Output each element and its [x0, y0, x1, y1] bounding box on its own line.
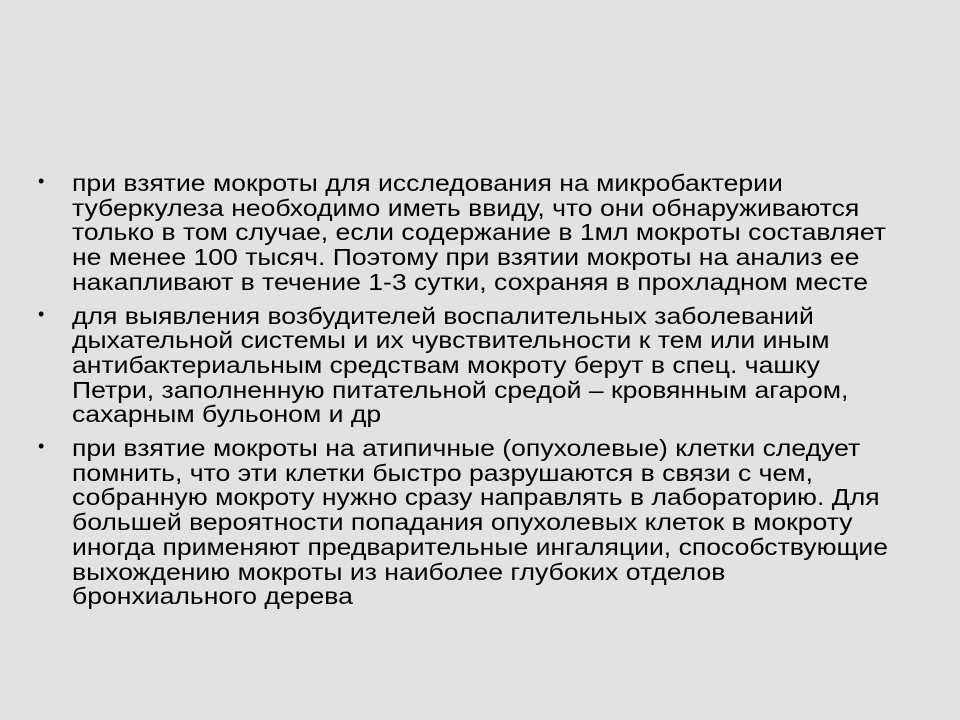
text-line: помнить, что эти клетки быстро разрушаются в связи с чем, [72, 459, 813, 486]
bullet-icon: • [38, 436, 45, 457]
bullet-text [72, 171, 960, 295]
text-line: большей вероятности попадания опухолевых клеток в мокроту [72, 509, 853, 536]
text-line: только в том случае, если содержание в 1мл мокроты составляет [72, 219, 886, 246]
text-line: бронхиального дерева [72, 583, 353, 610]
text-line: для выявления возбудителей воспалительных заболеваний [72, 302, 814, 329]
bullet-item [38, 304, 918, 428]
slide-body [38, 171, 918, 618]
bullet-text [72, 436, 960, 609]
text-line: выхождению мокроты из наиболее глубоких отделов [72, 558, 726, 585]
text-line: антибактериальным средствам мокроту берут в спец. чашку [72, 351, 820, 378]
bullet-icon: • [38, 303, 45, 324]
text-line: при взятие мокроты для исследования на микробактерии [72, 170, 783, 196]
text-line: при взятие мокроты на атипичные (опухолевые) клетки следует [72, 435, 861, 462]
text-line: туберкулеза необходимо иметь ввиду, что они обнаруживаются [72, 194, 860, 221]
bullet-item [38, 436, 918, 609]
bullet-icon: • [38, 171, 45, 191]
text-line: не менее 100 тысяч. Поэтому при взятии мокроты на анализ ее [72, 244, 860, 271]
text-line: собранную мокроту нужно сразу направлять в лабораторию. Для [72, 484, 880, 511]
text-line: иногда применяют предварительные ингаляции, способствующие [72, 533, 888, 560]
text-line: Петри, заполненную питательной средой – кровянным агаром, [72, 376, 849, 403]
text-line: накапливают в течение 1-3 сутки, сохраняя в прохладном месте [72, 268, 869, 295]
text-line: дыхательной системы и их чувствительности к тем или иным [72, 327, 830, 354]
bullet-text [72, 304, 960, 428]
bullet-item [38, 171, 918, 295]
text-line: сахарным бульоном и др [72, 401, 382, 428]
